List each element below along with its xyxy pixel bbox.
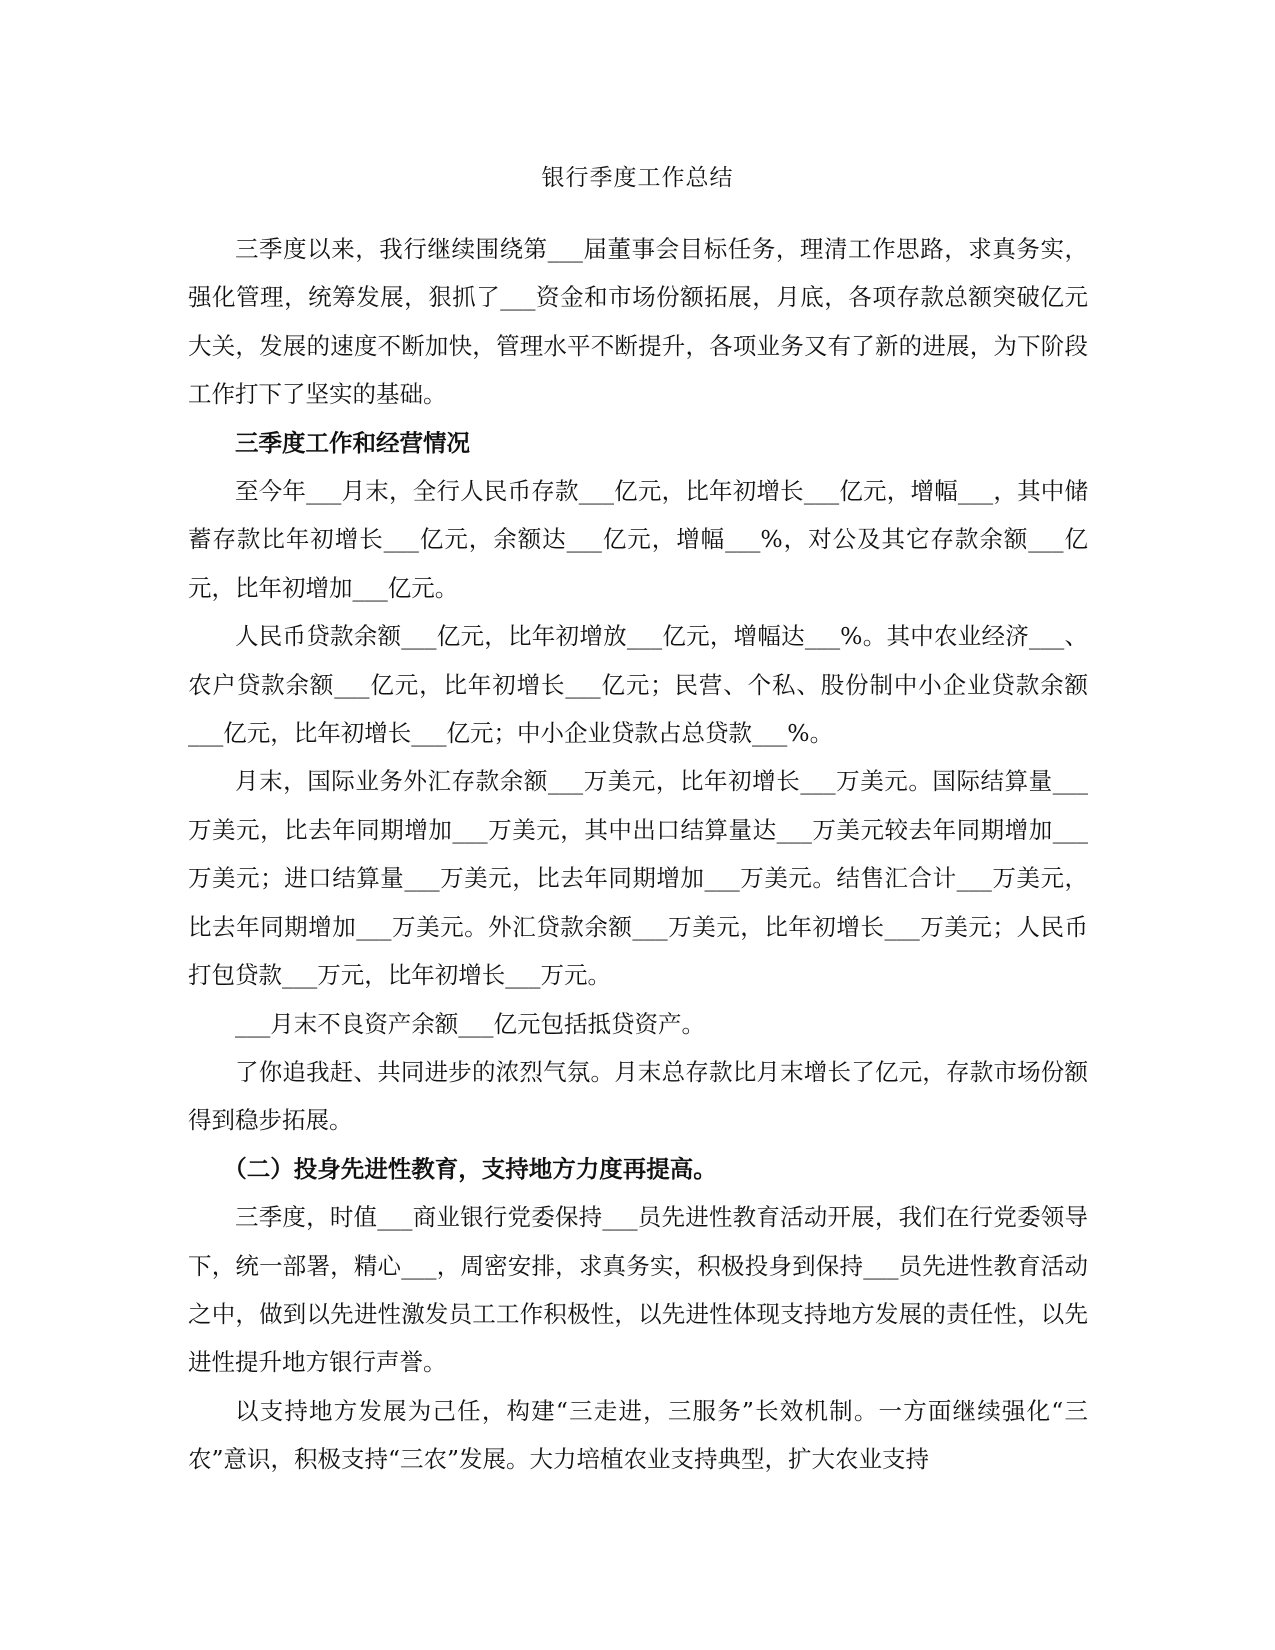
section-heading-education: （二）投身先进性教育，支持地方力度再提高。 <box>223 1154 717 1183</box>
document-title: 银行季度工作总结 <box>541 165 734 191</box>
document-body <box>188 225 1088 1484</box>
paragraph-international-business: 月末，国际业务外汇存款余额___万美元，比年初增长___万美元。国际结算量___万美元，比去年同期增加___万美元，其中出口结算量达___万美元较去年同期增加___万美元；进口结算量___万美元，比去年同期增加___万美元。结售汇合计___万美元，比去年同期增加___万美元。外汇贷款余额___万美元，比年初增长___万美元；人民币打包贷款___万元，比年初增长___万元。 <box>188 767 1088 990</box>
paragraph-loans: 人民币贷款余额___亿元，比年初增放___亿元，增幅达___%。其中农业经济___、农户贷款余额___亿元，比年初增长___亿元；民营、个私、股份制中小企业贷款余额___亿元，比年初增长___亿元；中小企业贷款占总贷款___%。 <box>188 622 1088 748</box>
paragraph-local-support: 以支持地方发展为己任，构建“三走进，三服务”长效机制。一方面继续强化“三农”意识，积极支持“三农”发展。大力培植农业支持典型，扩大农业支持 <box>188 1396 1088 1474</box>
paragraph-education-activity: 三季度，时值___商业银行党委保持___员先进性教育活动开展，我们在行党委领导下，统一部署，精心___，周密安排，求真务实，积极投身到保持___员先进性教育活动之中，做到以先进性激发员工工作积极性，以先进性体现支持地方发展的责任性，以先进性提升地方银行声誉。 <box>188 1203 1088 1377</box>
paragraph-deposits: 至今年___月末，全行人民币存款___亿元，比年初增长___亿元，增幅___，其中储蓄存款比年初增长___亿元，余额达___亿元，增幅___%，对公及其它存款余额___亿元，比年初增加___亿元。 <box>188 477 1088 602</box>
paragraph-nonperforming-assets: ___月末不良资产余额___亿元包括抵贷资产。 <box>235 1009 705 1038</box>
paragraph-intro: 三季度以来，我行继续围绕第___届董事会目标任务，理清工作思路，求真务实，强化管理，统筹发展，狠抓了___资金和市场份额拓展，月底，各项存款总额突破亿元大关，发展的速度不断加快，管理水平不断提升，各项业务又有了新的进展，为下阶段工作打下了坚实的基础。 <box>188 235 1088 409</box>
section-heading-q3-operations: 三季度工作和经营情况 <box>235 428 470 457</box>
paragraph-deposit-growth: 了你追我赶、共同进步的浓烈气氛。月末总存款比月末增长了亿元，存款市场份额得到稳步拓展。 <box>188 1057 1088 1135</box>
